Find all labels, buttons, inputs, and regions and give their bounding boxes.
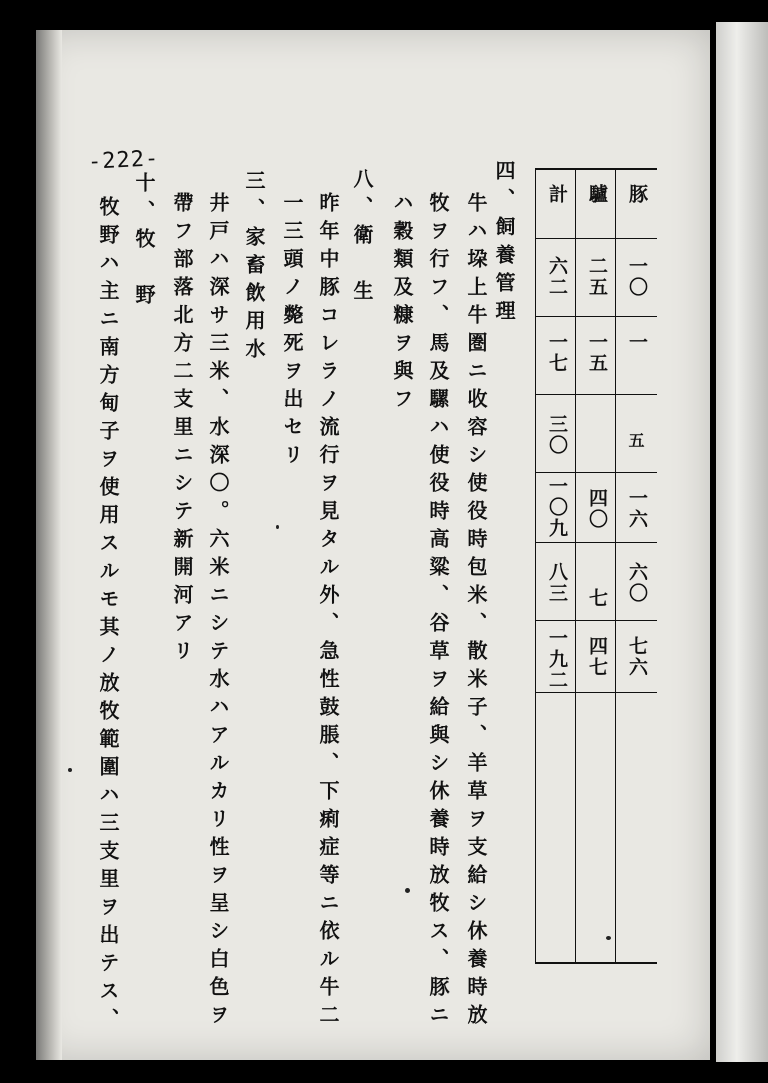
scan-speck [68, 768, 72, 772]
water-heading: 三、家畜飲用水 [242, 170, 266, 366]
feeding-line: 牧ヲ行フ、馬及騾ハ使役時高粱、谷草ヲ給與シ休養時放牧ス、豚ニ [426, 192, 450, 1032]
adjacent-page-strip [716, 22, 768, 1062]
table-cell: 一〇九 [546, 476, 568, 539]
pasture-heading: 十、牧 野 [132, 172, 156, 312]
table-cell: 一九二 [546, 628, 568, 691]
feeding-heading: 四、飼養管理 [492, 160, 516, 328]
scan-speck [405, 888, 410, 893]
table-cell: 五 [626, 432, 645, 450]
table-header-donkey: 驢 [586, 184, 608, 205]
table-cell: 六二 [546, 256, 568, 298]
scan-speck [606, 936, 611, 940]
table-cell: 一七 [546, 332, 568, 374]
table-cell: 一五 [586, 332, 608, 374]
hygiene-line: 昨年中豚コレラノ流行ヲ見タル外、急性鼓脹、下痢症等ニ依ル牛二 [316, 192, 340, 1032]
table-header-total: 計 [546, 184, 568, 205]
livestock-table [535, 168, 657, 964]
table-cell: 七 [586, 588, 608, 609]
pasture-line: 牧野ハ主ニ南方甸子ヲ使用スルモ其ノ放牧範圍ハ三支里ヲ出テス、 [96, 196, 120, 1036]
table-cell: 七六 [626, 636, 648, 678]
table-cell: 八三 [546, 562, 568, 604]
water-line: 井戸ハ深サ三米、水深〇。六米ニシテ水ハアルカリ性ヲ呈シ白色ヲ [206, 192, 230, 1032]
water-line: 帶フ部落北方二支里ニシテ新開河アリ [170, 192, 194, 668]
table-cell: 四〇 [586, 488, 608, 530]
table-cell: 一 [626, 332, 648, 353]
feeding-line: 牛ハ垜上牛圏ニ收容シ使役時包米、散米子、羊草ヲ支給シ休養時放 [464, 192, 488, 1032]
table-cell: 一六 [626, 488, 648, 530]
scan-speck [276, 525, 279, 529]
table-cell: 四七 [586, 636, 608, 678]
table-cell: 二五 [586, 256, 608, 298]
hygiene-line: 一三頭ノ斃死ヲ出セリ [280, 192, 304, 472]
table-cell: 一〇 [626, 256, 648, 298]
feeding-line: ハ穀類及糠ヲ與フ [390, 192, 414, 416]
page-number: -222- [87, 146, 160, 175]
page-edge-shadow [36, 30, 62, 1060]
table-header-pig: 豚 [626, 184, 648, 205]
table-cell: 三〇 [546, 414, 568, 456]
hygiene-heading: 八、衛 生 [350, 168, 374, 308]
table-cell: 六〇 [626, 562, 648, 604]
